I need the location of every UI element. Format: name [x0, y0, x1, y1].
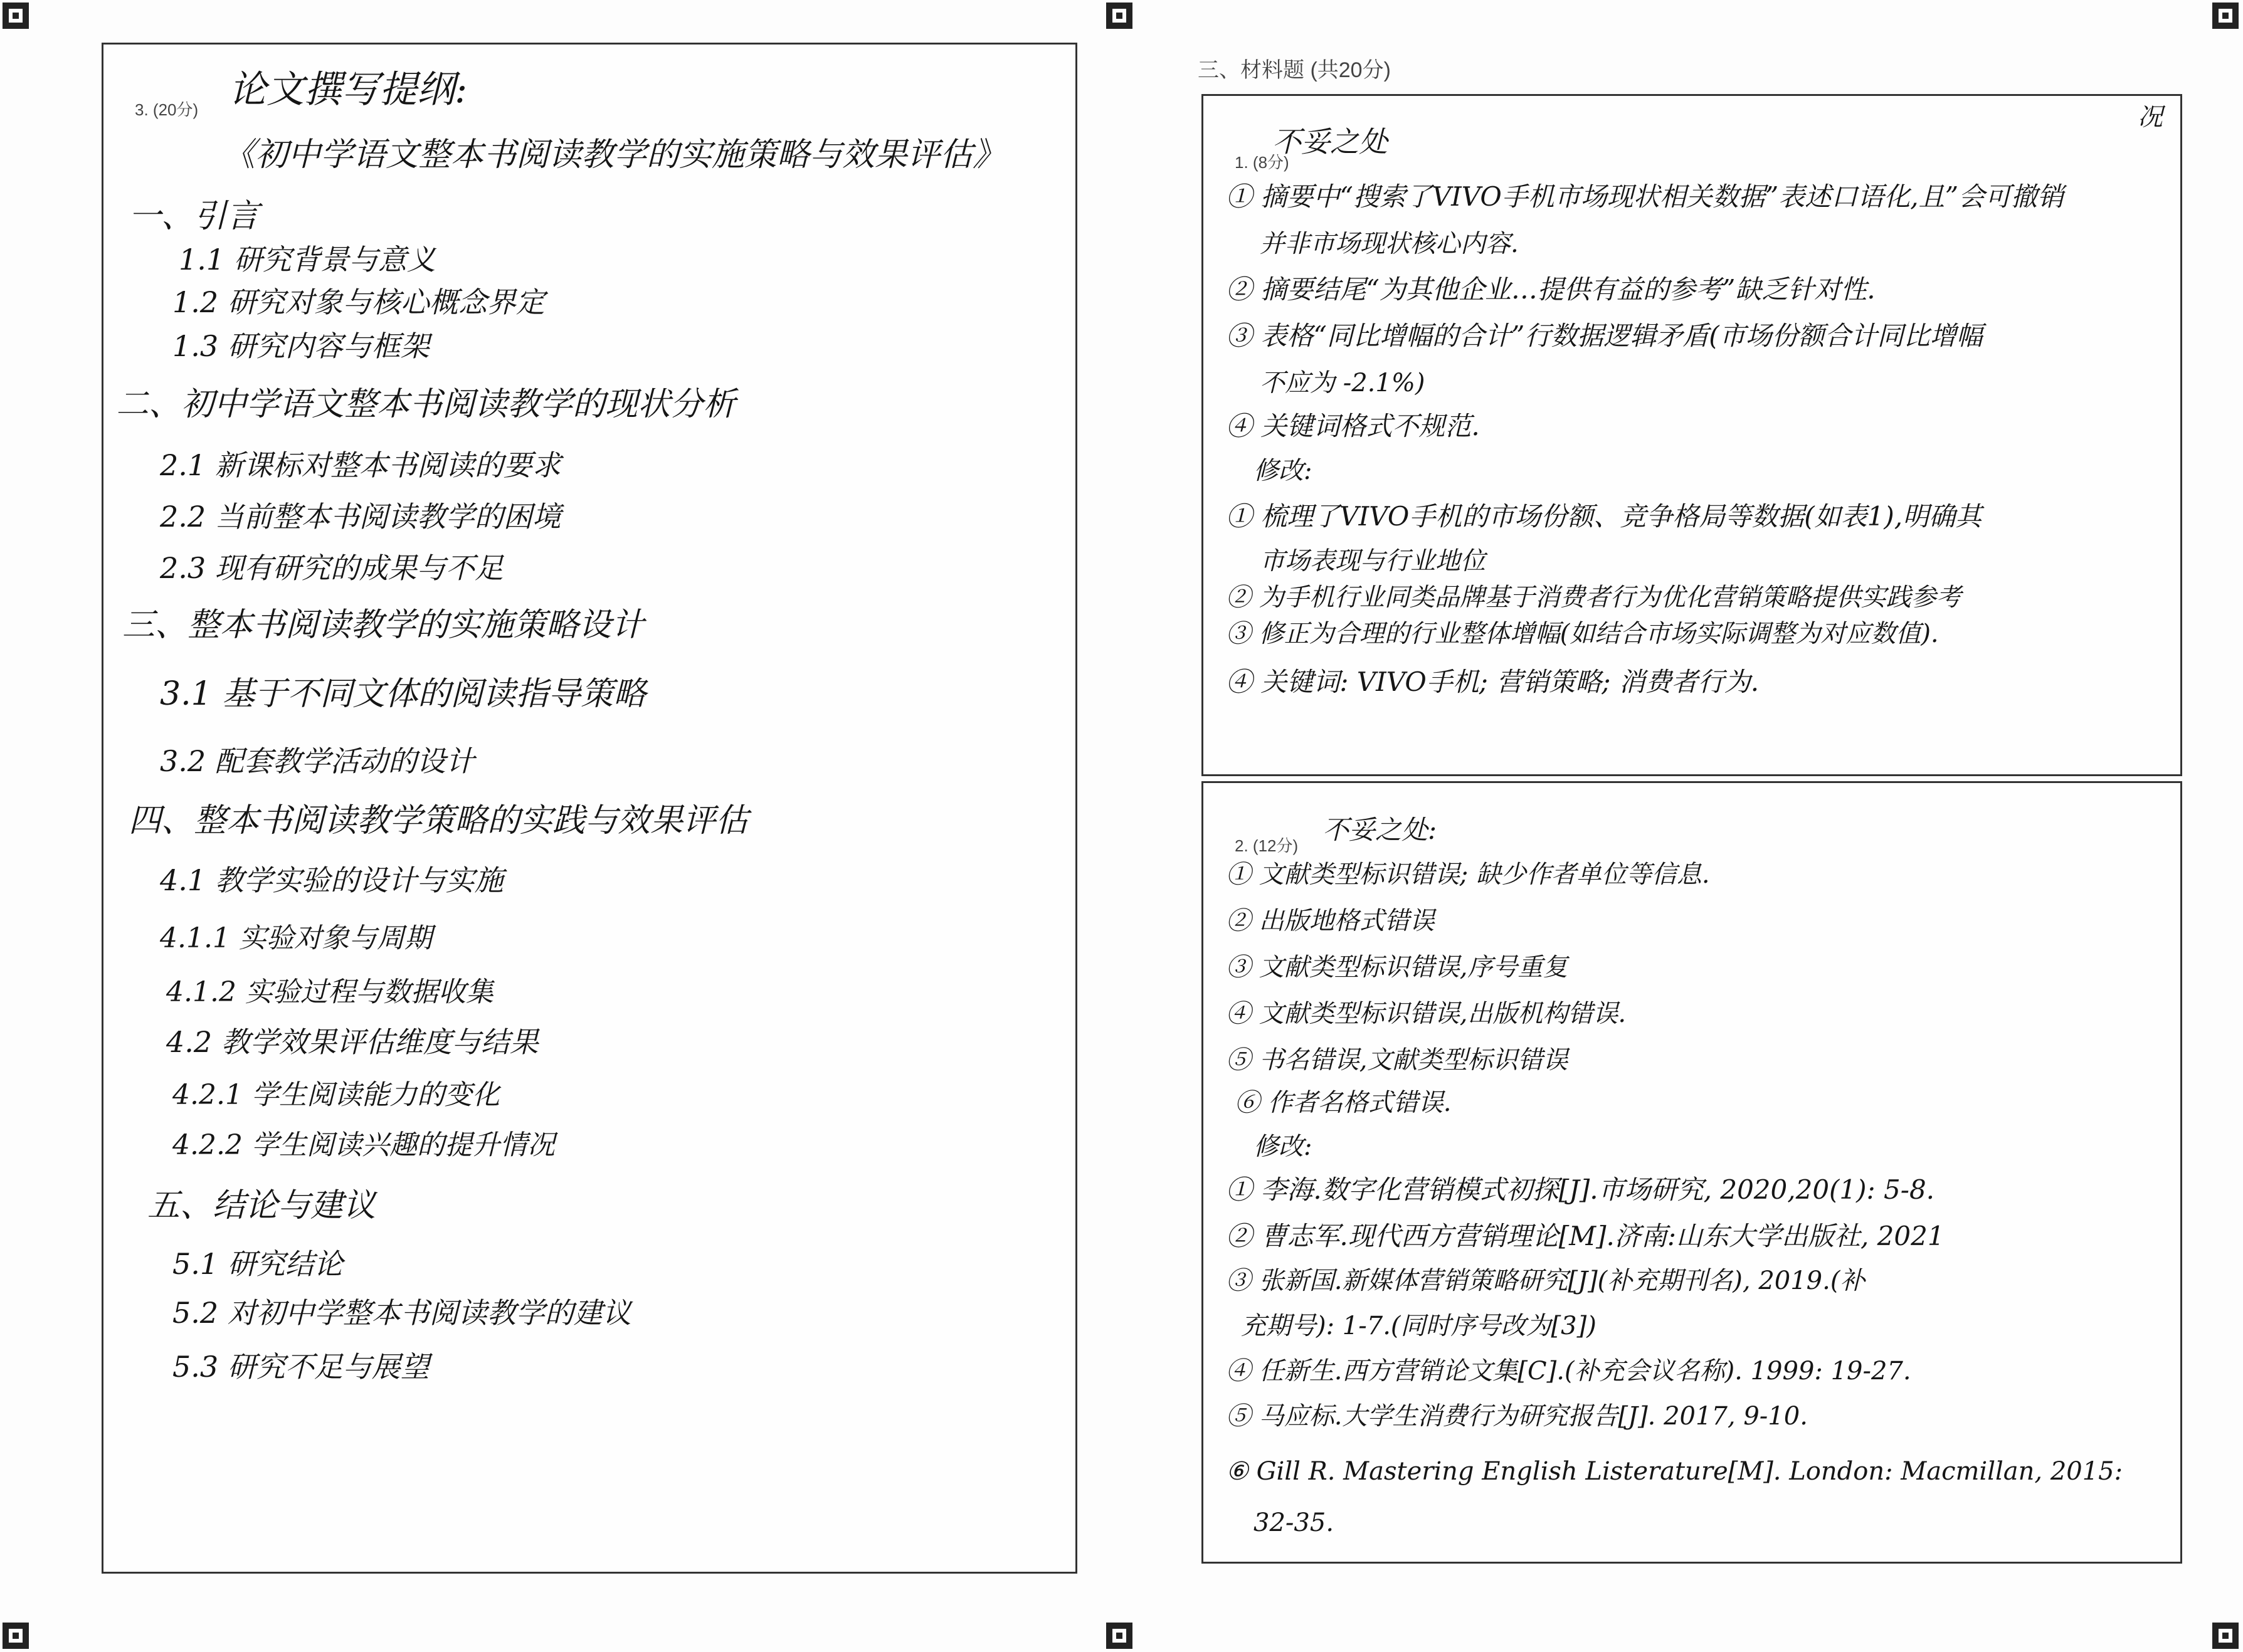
- scan-marker-top-middle: [1106, 3, 1132, 29]
- outline-section-3: 三、整本书阅读教学的实施策略设计: [122, 606, 645, 644]
- q1-answer-box: [1201, 94, 2182, 776]
- q2-line-11: ④ 任新生.西方营销论文集[C].(补充会议名称). 1999: 19-27.: [1226, 1357, 1911, 1386]
- q2-heading: 不妥之处:: [1322, 814, 1437, 845]
- q1-line-8: 市场表现与行业地位: [1260, 547, 1486, 576]
- q1-line-6: ④ 关键词格式不规范.: [1226, 411, 1480, 441]
- q2-fix-heading: 修改:: [1253, 1132, 1312, 1161]
- paper-title: 《初中学语文整本书阅读教学的实施策略与效果评估》: [223, 136, 1006, 174]
- q2-answer-box: [1201, 781, 2182, 1564]
- q1-fix-heading: 修改:: [1253, 456, 1312, 485]
- q1-line-10: ③ 修正为合理的行业整体增幅(如结合市场实际调整为对应数值).: [1226, 619, 1939, 648]
- q2-line-9: ③ 张新国.新媒体营销策略研究[J](补充期刊名), 2019.(补: [1226, 1266, 1866, 1295]
- q2-line-6: ⑥ 作者名格式错误.: [1235, 1088, 1452, 1117]
- outline-item-3-1: 3.1 基于不同文体的阅读指导策略: [160, 675, 647, 713]
- outline-item-4-1-1: 4.1.1 实验对象与周期: [160, 922, 432, 954]
- outline-item-5-3: 5.3 研究不足与展望: [172, 1350, 430, 1384]
- scan-marker-bottom-middle: [1106, 1623, 1132, 1649]
- scan-marker-bottom-left: [3, 1623, 29, 1649]
- q1-line-7: ① 梳理了VIVO手机的市场份额、竞争格局等数据(如表1),明确其: [1226, 501, 1982, 532]
- outline-item-2-1: 2.1 新课标对整本书阅读的要求: [160, 448, 561, 482]
- outline-item-1-3: 1.3 研究内容与框架: [172, 329, 430, 363]
- q2-line-14: 32-35.: [1253, 1508, 1334, 1537]
- outline-item-4-1-2: 4.1.2 实验过程与数据收集: [166, 976, 493, 1008]
- q1-label: 1. (8分): [1235, 153, 1289, 172]
- q2-line-1: ① 文献类型标识错误; 缺少作者单位等信息.: [1226, 860, 1710, 889]
- q2-line-2: ② 出版地格式错误: [1226, 907, 1435, 935]
- q2-line-5: ⑤ 书名错误,文献类型标识错误: [1226, 1046, 1568, 1075]
- q2-line-10: 充期号): 1-7.(同时序号改为[3]): [1241, 1312, 1596, 1340]
- q2-line-4: ④ 文献类型标识错误,出版机构错误.: [1226, 999, 1627, 1028]
- outline-item-1-1: 1.1 研究背景与意义: [179, 243, 436, 276]
- outline-title: 论文撰写提纲:: [229, 68, 468, 112]
- outline-item-3-2: 3.2 配套教学活动的设计: [160, 744, 475, 778]
- scan-marker-top-right: [2212, 3, 2239, 29]
- q2-line-13: ⑥ Gill R. Mastering English Listerature[M]. London: Macmillan, 2015:: [1226, 1457, 2123, 1486]
- outline-item-2-2: 2.2 当前整本书阅读教学的困境: [160, 500, 561, 534]
- outline-item-5-1: 5.1 研究结论: [172, 1247, 343, 1281]
- outline-item-4-1: 4.1 教学实验的设计与实施: [160, 863, 504, 897]
- q1-line-4: ③ 表格“同比增幅的合计”行数据逻辑矛盾(市场份额合计同比增幅: [1226, 320, 1983, 351]
- section-header: 三、材料题 (共20分): [1198, 58, 1391, 82]
- left-answer-box: [102, 43, 1077, 1574]
- outline-item-4-2: 4.2 教学效果评估维度与结果: [166, 1025, 539, 1059]
- q2-line-12: ⑤ 马应标.大学生消费行为研究报告[J]. 2017, 9-10.: [1226, 1402, 1808, 1431]
- q2-line-7: ① 李海.数字化营销模式初探[J].市场研究, 2020,20(1): 5-8.: [1226, 1174, 1935, 1205]
- question-label: 3. (20分): [135, 100, 199, 119]
- scan-marker-bottom-right: [2212, 1623, 2239, 1649]
- q1-heading: 不妥之处: [1272, 125, 1388, 159]
- q1-line-5: 不应为 -2.1%): [1260, 369, 1425, 397]
- outline-section-5: 五、结论与建议: [147, 1187, 376, 1224]
- outline-item-2-3: 2.3 现有研究的成果与不足: [160, 551, 504, 585]
- q2-line-3: ③ 文献类型标识错误,序号重复: [1226, 953, 1568, 982]
- outline-item-1-2: 1.2 研究对象与核心概念界定: [172, 285, 545, 319]
- q1-line-1: ① 摘要中“搜索了VIVO手机市场现状相关数据”表述口语化,且”会可撤销: [1226, 181, 2064, 212]
- outline-item-4-2-2: 4.2.2 学生阅读兴趣的提升情况: [172, 1129, 555, 1161]
- q1-line-2: 并非市场现状核心内容.: [1260, 229, 1519, 258]
- outline-item-5-2: 5.2 对初中学整本书阅读教学的建议: [172, 1296, 631, 1330]
- q2-line-8: ② 曹志军.现代西方营销理论[M].济南:山东大学出版社, 2021: [1226, 1221, 1945, 1251]
- q1-line-11: ④ 关键词: VIVO手机; 营销策略; 消费者行为.: [1226, 666, 1760, 697]
- scan-marker-top-left: [3, 3, 29, 29]
- q1-corner-note: 况: [2138, 103, 2163, 132]
- outline-section-2: 二、初中学语文整本书阅读教学的现状分析: [116, 386, 736, 423]
- q1-line-3: ② 摘要结尾“为其他企业…提供有益的参考”缺乏针对性.: [1226, 274, 1876, 305]
- q1-line-9: ② 为手机行业同类品牌基于消费者行为优化营销策略提供实践参考: [1226, 583, 1961, 612]
- outline-section-1: 一、引言: [129, 197, 260, 235]
- outline-item-4-2-1: 4.2.1 学生阅读能力的变化: [172, 1079, 500, 1111]
- outline-section-4: 四、整本书阅读教学策略的实践与效果评估: [129, 802, 749, 839]
- q2-label: 2. (12分): [1235, 836, 1299, 855]
